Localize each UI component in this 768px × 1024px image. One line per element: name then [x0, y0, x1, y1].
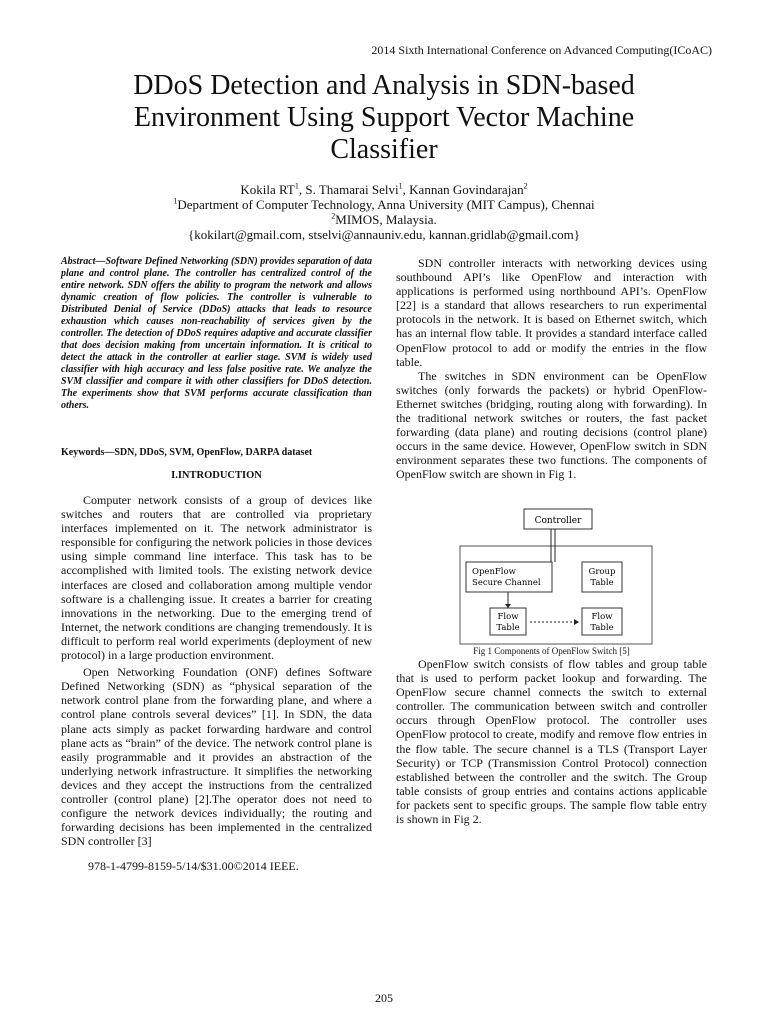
controller-label: Controller: [534, 516, 582, 526]
flow-table-1-label-2: Table: [496, 623, 520, 633]
author-2: , S. Thamarai Selvi: [298, 182, 399, 197]
author-1-sup: 1: [294, 181, 299, 191]
conference-header: 2014 Sixth International Conference on Advanced Computing(ICoAC): [371, 43, 712, 57]
title-line-2: Environment Using Support Vector Machine: [133, 102, 635, 133]
title-line-3: Classifier: [330, 134, 438, 165]
aff2-sup: 2: [331, 211, 336, 221]
author-names: [60, 182, 708, 197]
paper-title: [60, 70, 708, 166]
openflow-switch-figure: [458, 506, 654, 646]
author-block: [60, 182, 708, 242]
dotted-arrow-head: [574, 619, 579, 625]
flow-table-1-label-1: Flow: [497, 612, 519, 622]
left-column-body: [61, 493, 372, 848]
section-heading: I.INTRODUCTION: [171, 470, 262, 481]
paragraph: OpenFlow switch consists of flow tables and group table that is used to perform packet lookup and forwarding. The OpenFlow secure channel connects the switch to external controller. The communication between switch and controller occurs through OpenFlow protocol. The controller uses OpenFlow protocol to create, modify and remove flow entries in the flow table. The secure channel is a TLS (Transport Layer Security) or TCP (Transmission Control Protocol) connection established between the controller and the switch. The Group table consists of group entries and contains actions applicable for packets sent to specific groups. The sample flow table entry is shown in Fig 2.: [396, 657, 707, 827]
paragraph: SDN controller interacts with networking devices using southbound API’s like OpenFlow and interaction with applications is performed using northbound API’s. OpenFlow [22] is a standard that allows researchers to run experimental protocols in the network. It is based on Ethernet switch, which has an internal flow table. It provides a standard interface called OpenFlow protocol to add or modify the entries in the flow table.: [396, 256, 707, 369]
abstract-text: —Software Defined Networking (SDN) provides separation of data plane and control plane. The controller has centralized control of the entire network. SDN offers the ability to program the network and allows dynamic creation of flow policies. The controller is vulnerable to Distributed Denial of Service (DDoS) attacks that leads to resource exhaustion which causes non-reachability of services given by the controller. The detection of DDoS requires adaptive and accurate classifier that does decision making from uncertain information. It is critical to detect the attack in the controller at earlier stage. SVM is widely used classifier with high accuracy and less false positive rate. We analyze the SVM classifier and compare it with other classifiers for DDoS detection. The experiments show that SVM performs accurate classification than others.: [61, 256, 372, 411]
author-emails: {kokilart@gmail.com, stselvi@annauniv.edu, kannan.gridlab@gmail.com}: [188, 227, 580, 242]
paragraph: The switches in SDN environment can be OpenFlow switches (only forwards the packets) or hybrid OpenFlow-Ethernet switches (bridging, routing along with forwarding). In the traditional network switches or routers, the fast packet forwarding (data plane) and routing decisions (control plane) occurs in the same device. However, OpenFlow switch in SDN environment separates these two functions. The components of OpenFlow switch are shown in Fig 1.: [396, 368, 707, 482]
author-3-sup: 2: [523, 181, 528, 191]
keywords: Keywords—SDN, DDoS, SVM, OpenFlow, DARPA dataset: [61, 447, 313, 458]
right-column-bottom: [396, 657, 707, 826]
flow-table-2-label-2: Table: [590, 623, 614, 633]
author-1: Kokila RT: [240, 182, 295, 197]
secure-channel-label-2: Secure Channel: [472, 578, 541, 588]
title-line-1: DDoS Detection and Analysis in SDN-based: [133, 70, 635, 101]
author-2-sup: 1: [398, 181, 403, 191]
paragraph: Open Networking Foundation (ONF) defines Software Defined Networking (SDN) as “physical separation of the network control plane from the forwarding plane, and where a control plane controls several devices” [1]. In SDN, the data plane acts simply as packet forwarding hardware and control plane acts as “brain” of the device. The network control plane is easily programmable and it provides an abstraction of the underlying network infrastructure. It simplifies the networking devices and they accept the instructions from the centralized controller (control plane) [2].The operator does not need to configure the network devices individually; the routing and forwarding decisions has been implemented in the centralized SDN controller [3]: [61, 665, 372, 849]
secure-channel-label-1: OpenFlow: [472, 567, 516, 577]
abstract-label: Abstract: [61, 256, 96, 267]
flow-table-2-label-1: Flow: [591, 612, 613, 622]
page-number: 205: [375, 991, 393, 1005]
affiliation-2: [60, 212, 708, 227]
abstract: [61, 256, 372, 412]
group-table-label-1: Group: [588, 567, 616, 577]
arrow-head: [505, 604, 511, 608]
aff2-text: MIMOS, Malaysia.: [335, 212, 437, 227]
affiliation-1: [60, 197, 708, 212]
right-column-top: [396, 256, 707, 482]
switch-outline: [460, 546, 652, 644]
copyright-notice: 978-1-4799-8159-5/14/$31.00©2014 IEEE.: [88, 859, 299, 873]
paragraph: Computer network consists of a group of devices like switches and routers that are controlled via proprietary interfaces implemented on it. The network administrator is responsible for configuring the network policies in those devices using simple command line interface. This task has to be accomplished with limited tools. The existing network device interfaces are closed and collaboration among multiple vendor software is a challenging issue. It creates a barrier for creating innovations in the networking. Due to the emerging trend of Internet, the network conditions are changing tremendously. It is difficult to perform real world experiments (deployment of new protocol) in a large production environment.: [61, 493, 372, 663]
aff1-sup: 1: [173, 196, 178, 206]
author-3: , Kannan Govindarajan: [402, 182, 524, 197]
group-table-label-2: Table: [590, 578, 614, 588]
aff1-text: Department of Computer Technology, Anna University (MIT Campus), Chennai: [177, 197, 595, 212]
figure-caption: Fig 1 Components of OpenFlow Switch [5]: [473, 646, 630, 656]
